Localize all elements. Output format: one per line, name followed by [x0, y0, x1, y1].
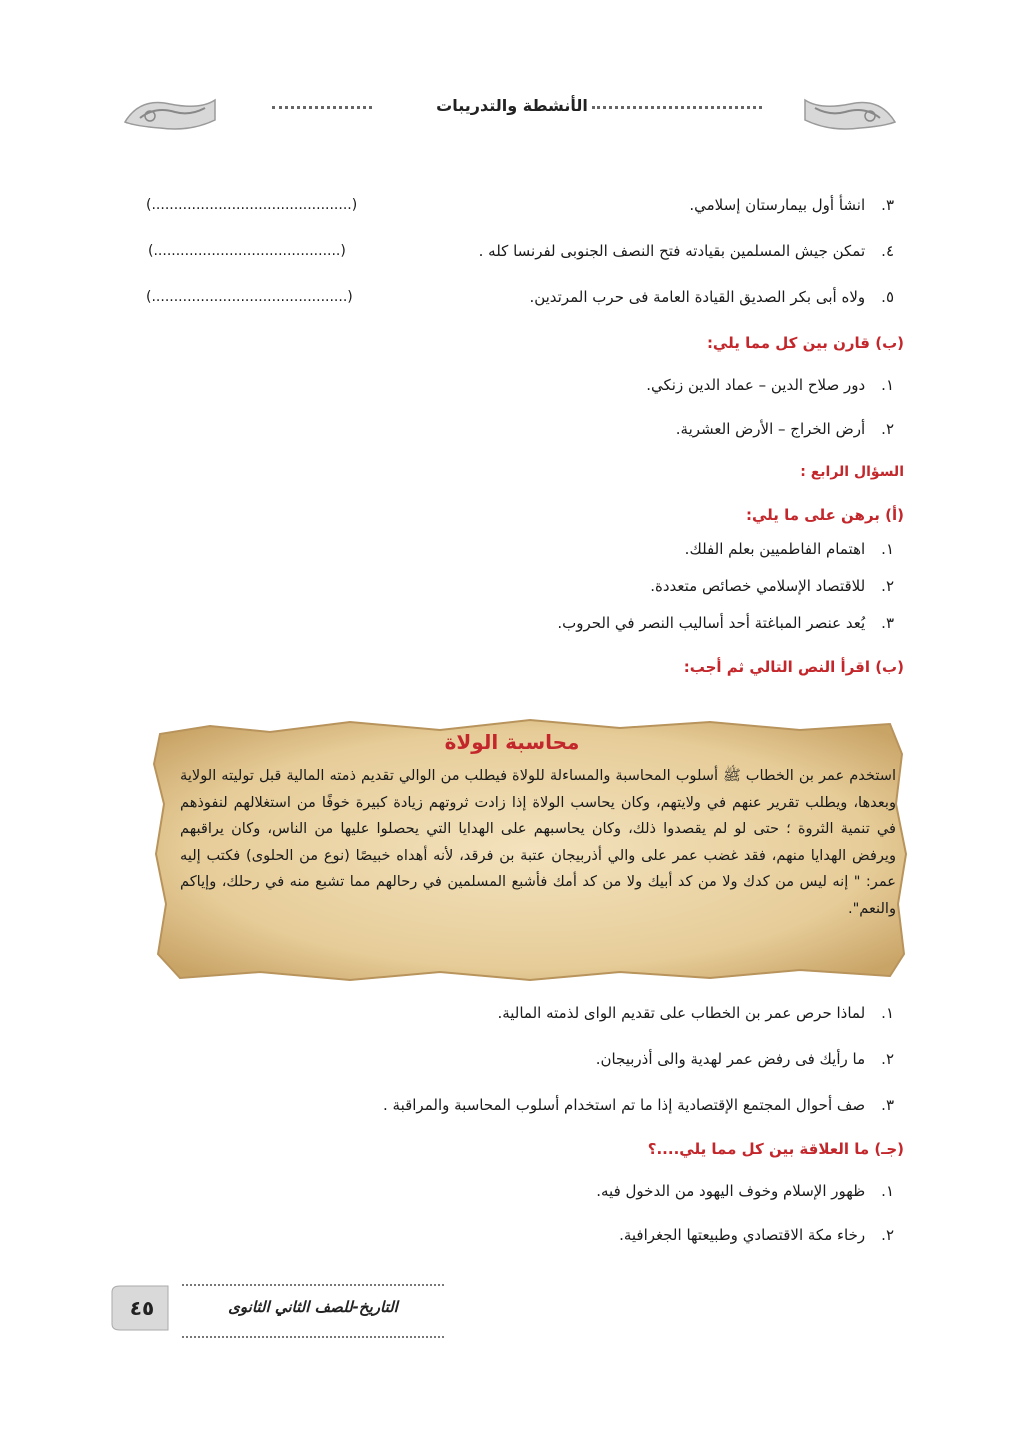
item-text: ولاه أبى بكر الصديق القيادة العامة فى حرب المرتدين. [529, 288, 866, 306]
item-number: ٢. [881, 1050, 894, 1068]
item-number: ٣. [881, 614, 894, 632]
item-text: انشأ أول بيمارستان إسلامي. [689, 196, 866, 214]
item-number: ١. [881, 376, 894, 394]
item-text: ما رأيك فى رفض عمر لهدية والى أذربيجان. [595, 1050, 866, 1068]
section-heading: (ب) اقرأ النص التالي ثم أجب: [683, 658, 904, 676]
question-heading: السؤال الرابع : [800, 464, 904, 480]
list-item [557, 614, 894, 632]
answer-blank[interactable]: (..........................................) [148, 243, 346, 259]
item-text: ظهور الإسلام وخوف اليهود من الدخول فيه. [596, 1182, 866, 1200]
answer-blank[interactable]: (............................................) [146, 289, 353, 305]
item-number: ١. [881, 1182, 894, 1200]
section-heading: (ب) قارن بين كل مما يلي: [706, 334, 904, 352]
passage-title: محاسبة الولاة [444, 730, 580, 754]
footer-book-title: التاريخ-للصف الثاني الثانوى [228, 1298, 398, 1316]
item-text: اهتمام الفاطميين بعلم الفلك. [684, 540, 866, 558]
item-text: للاقتصاد الإسلامي خصائص متعددة. [650, 577, 866, 595]
footer-dots-bottom [182, 1336, 444, 1338]
item-text: يُعد عنصر المباغتة أحد أساليب النصر في الحروب. [557, 614, 866, 632]
item-number: ١. [881, 540, 894, 558]
item-number: ٤. [881, 242, 894, 260]
section-heading: (أ) برهن على ما يلي: [746, 506, 904, 524]
passage-text: استخدم عمر بن الخطاب ﷺ أسلوب المحاسبة والمساءلة للولاة فيطلب من الوالي تقديم ذمته المالية قبل توليته الولاية وبعدها، ويطلب تقرير عنهم في ولايتهم، وكان يحاسب الولاة إذا زادت ثروتهم زيادة كبيرة خوفًا من استغلالهم لنفوذهم في تنمية الثروة ؛ حتى لو لم يقصدوا ذلك، وكان يحاسبهم على الهدايا التي يحصلوا عليها من الناس، وكان يراقبهم ويرفض الهدايا منهم، فقد غضب عمر على والي أذربيجان عتبة بن فرقد، لأنه أهداه خبيصًا (نوع من الحلوى) فكتب إليه عمر: " إنه ليس من كدك ولا من كد أبيك ولا من كد أمك فأشبع المسلمين في رحالهم مما تشبع منه في رحلك، وإياكم والنعم". [180, 767, 896, 917]
list-item [596, 1050, 894, 1068]
item-number: ٣. [881, 1096, 894, 1114]
answer-blank[interactable]: (.............................................) [146, 197, 358, 213]
list-item [383, 1096, 894, 1114]
item-number: ١. [881, 1004, 894, 1022]
list-item [596, 1182, 894, 1200]
list-item [529, 288, 894, 306]
item-text: أرض الخراج – الأرض العشرية. [675, 420, 866, 438]
item-text: تمكن جيش المسلمين بقيادته فتح النصف الجنوبى لفرنسا كله . [478, 242, 866, 260]
list-item [676, 420, 894, 438]
list-item [689, 196, 894, 214]
item-number: ٢. [881, 577, 894, 595]
footer-dots-top [182, 1284, 444, 1286]
list-item [497, 1004, 894, 1022]
item-number: ٢. [881, 420, 894, 438]
item-number: ٣. [881, 196, 894, 214]
item-number: ٢. [881, 1226, 894, 1244]
list-item [646, 376, 894, 394]
list-item [479, 242, 894, 260]
item-text: صف أحوال المجتمع الإقتصادية إذا ما تم استخدام أسلوب المحاسبة والمراقبة . [382, 1096, 866, 1114]
page-number: ٤٥ [129, 1296, 155, 1320]
section-heading: (جـ) ما العلاقة بين كل مما يلي....؟ [647, 1140, 904, 1158]
item-text: لماذا حرص عمر بن الخطاب على تقديم الواى لذمته المالية. [497, 1004, 866, 1022]
item-text: رخاء مكة الاقتصادي وطبيعتها الجغرافية. [619, 1226, 866, 1244]
list-item [685, 540, 894, 558]
list-item [650, 577, 894, 595]
list-item [619, 1226, 894, 1244]
item-text: دور صلاح الدين – عماد الدين زنكي. [646, 376, 866, 394]
item-number: ٥. [881, 288, 894, 306]
page-header-title: الأنشطة والتدريبات [436, 96, 588, 115]
